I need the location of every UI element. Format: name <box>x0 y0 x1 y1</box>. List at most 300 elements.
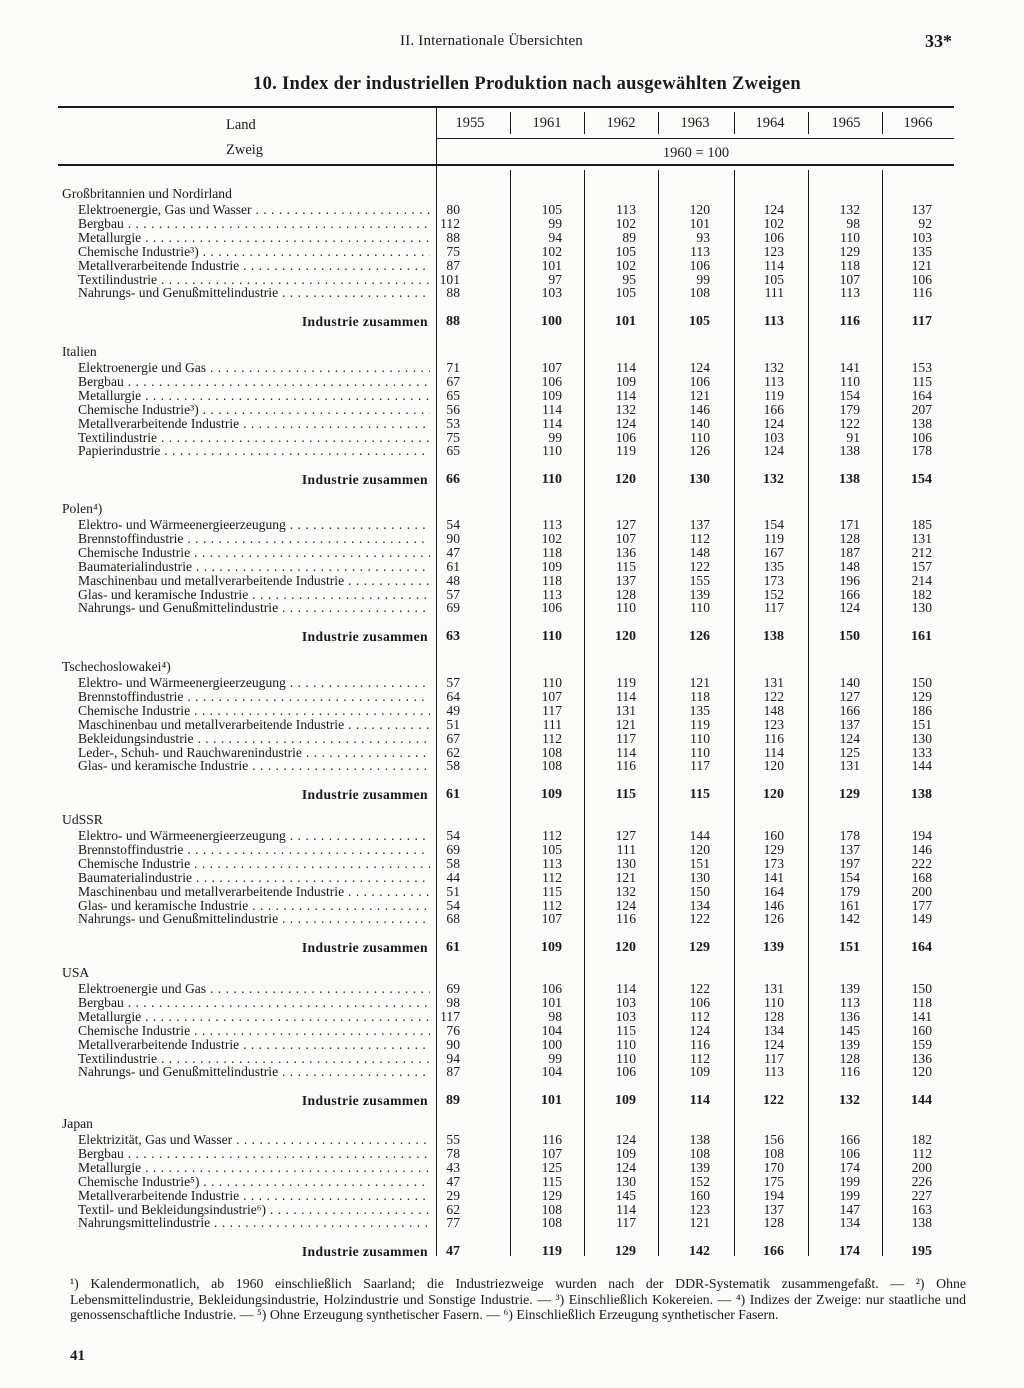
cell-value: 108 <box>763 1145 784 1161</box>
cell-value: 138 <box>911 415 932 431</box>
total-value: 109 <box>541 787 562 803</box>
cell-value: 137 <box>911 202 932 217</box>
table-row <box>0 912 1024 926</box>
total-value: 122 <box>763 1093 784 1109</box>
cell-value: 226 <box>911 1173 932 1189</box>
cell-value: 130 <box>615 855 636 871</box>
cell-value: 54 <box>446 897 460 913</box>
cell-value: 110 <box>542 675 562 690</box>
year-header: 1966 <box>903 115 933 131</box>
cell-value: 122 <box>689 911 710 927</box>
cell-value: 118 <box>912 994 932 1010</box>
cell-value: 139 <box>839 1036 860 1052</box>
cell-value: 112 <box>542 869 562 885</box>
total-value: 66 <box>446 472 460 488</box>
cell-value: 115 <box>912 373 932 389</box>
cell-value: 164 <box>911 387 932 403</box>
cell-value: 136 <box>615 544 636 560</box>
total-value: 113 <box>763 314 784 330</box>
total-value: 161 <box>911 629 932 645</box>
cell-value: 98 <box>446 994 460 1010</box>
cell-value: 146 <box>911 841 932 857</box>
cell-value: 182 <box>911 1132 932 1147</box>
table-row <box>0 829 1024 843</box>
cell-value: 131 <box>763 981 784 996</box>
cell-value: 124 <box>763 1036 784 1052</box>
cell-value: 110 <box>542 443 562 459</box>
cell-value: 87 <box>446 1064 460 1080</box>
cell-value: 110 <box>690 600 710 616</box>
branch-label: Nahrungs- und Genußmittelindustrie . . . <box>78 601 430 615</box>
cell-value: 132 <box>615 883 636 899</box>
table-row <box>0 1175 1024 1189</box>
cell-value: 88 <box>446 229 460 245</box>
cell-value: 105 <box>615 243 636 259</box>
total-value: 120 <box>763 787 784 803</box>
cell-value: 117 <box>440 1008 460 1024</box>
branch-label: Chemische Industrie . . . <box>78 546 430 560</box>
cell-value: 114 <box>616 744 636 760</box>
cell-value: 186 <box>911 702 932 718</box>
year-header: 1963 <box>680 115 710 131</box>
total-value: 116 <box>839 314 860 330</box>
cell-value: 157 <box>911 558 932 574</box>
total-value: 109 <box>615 1093 636 1109</box>
total-value: 142 <box>689 1244 710 1260</box>
cell-value: 120 <box>911 1064 932 1080</box>
cell-value: 122 <box>763 688 784 704</box>
cell-value: 58 <box>446 855 460 871</box>
cell-value: 137 <box>839 841 860 857</box>
cell-value: 47 <box>446 1173 460 1189</box>
branch-label: Elektro- und Wärmeenergieerzeugung . . . <box>78 676 430 690</box>
branch-label: Glas- und keramische Industrie . . . <box>78 588 430 602</box>
cell-value: 67 <box>446 730 460 746</box>
cell-value: 104 <box>541 1064 562 1080</box>
total-value: 129 <box>689 940 710 956</box>
table-row <box>0 690 1024 704</box>
cell-value: 152 <box>763 586 784 602</box>
cell-value: 170 <box>763 1159 784 1175</box>
branch-label: Nahrungs- und Genußmittelindustrie . . . <box>78 912 430 926</box>
cell-value: 98 <box>846 215 860 231</box>
country-row <box>0 502 1024 516</box>
cell-value: 117 <box>690 758 710 774</box>
cell-value: 175 <box>763 1173 784 1189</box>
total-value: 166 <box>763 1244 784 1260</box>
cell-value: 122 <box>689 558 710 574</box>
cell-value: 124 <box>839 600 860 616</box>
cell-value: 103 <box>615 1008 636 1024</box>
cell-value: 107 <box>839 271 860 287</box>
cell-value: 141 <box>911 1008 932 1024</box>
footnotes-text: ¹) Kalendermonatlich, ab 1960 einschließlich Saarland; die Industriezweige wurden nach der DDR-Systematik zusammengefaßt. — ²) Ohne Lebensmittelindustrie, Bekleidungsindustrie, Holzindustrie und Sonstige Industrie. — ³) Einschließlich Kokereien. — ⁴) Indizes der Zweige: nur staatliche und genossenschaftliche Industrie. — ⁵) Ohne Erzeugung synthetischer Fasern. — ⁶) Einschließlich Erzeugung synthetischer Fasern. <box>70 1276 966 1323</box>
cell-value: 142 <box>839 911 860 927</box>
cell-value: 130 <box>689 869 710 885</box>
cell-value: 124 <box>689 360 710 375</box>
cell-value: 107 <box>541 1145 562 1161</box>
total-value: 115 <box>615 787 636 803</box>
total-value: 120 <box>615 472 636 488</box>
cell-value: 123 <box>763 243 784 259</box>
total-value: 150 <box>839 629 860 645</box>
branch-label: Metallverarbeitende Industrie . . . <box>78 417 430 431</box>
cell-value: 94 <box>548 229 562 245</box>
cell-value: 138 <box>911 1215 932 1231</box>
total-value: 132 <box>839 1093 860 1109</box>
country-label: Polen⁴) <box>62 502 103 516</box>
cell-value: 166 <box>839 702 860 718</box>
cell-value: 135 <box>911 243 932 259</box>
branch-label: Baumaterialindustrie . . . <box>78 560 430 574</box>
cell-value: 111 <box>542 716 562 732</box>
cell-value: 55 <box>446 1132 460 1147</box>
cell-value: 156 <box>763 1132 784 1147</box>
table-row <box>0 704 1024 718</box>
table-row <box>0 1189 1024 1203</box>
cell-value: 120 <box>689 841 710 857</box>
branch-label: Bergbau . . . <box>78 217 430 231</box>
cell-value: 109 <box>689 1064 710 1080</box>
cell-value: 54 <box>446 517 460 532</box>
total-value: 129 <box>839 787 860 803</box>
cell-value: 214 <box>911 572 932 588</box>
branch-label: Brennstoffindustrie . . . <box>78 532 430 546</box>
cell-value: 129 <box>839 243 860 259</box>
cell-value: 131 <box>615 702 636 718</box>
running-head-page: 33* <box>925 31 952 51</box>
cell-value: 103 <box>763 429 784 445</box>
cell-value: 121 <box>689 387 710 403</box>
total-row <box>0 473 1024 487</box>
year-header-rule <box>808 112 809 134</box>
cell-value: 29 <box>446 1187 460 1203</box>
cell-value: 114 <box>764 257 784 273</box>
cell-value: 99 <box>548 215 562 231</box>
cell-value: 131 <box>911 530 932 546</box>
cell-value: 112 <box>912 1145 932 1161</box>
total-value: 63 <box>446 629 460 645</box>
cell-value: 124 <box>615 1132 636 1147</box>
header-base: 1960 = 100 <box>662 145 730 161</box>
cell-value: 75 <box>446 429 460 445</box>
cell-value: 152 <box>689 1173 710 1189</box>
cell-value: 116 <box>690 1036 710 1052</box>
cell-value: 114 <box>542 401 562 417</box>
country-label: Japan <box>62 1117 93 1131</box>
cell-value: 61 <box>446 558 460 574</box>
branch-label: Baumaterialindustrie . . . <box>78 871 430 885</box>
cell-value: 167 <box>763 544 784 560</box>
cell-value: 139 <box>689 1159 710 1175</box>
table-row <box>0 361 1024 375</box>
cell-value: 114 <box>616 387 636 403</box>
cell-value: 106 <box>689 994 710 1010</box>
cell-value: 51 <box>446 716 460 732</box>
branch-label: Nahrungsmittelindustrie . . . <box>78 1216 430 1230</box>
cell-value: 102 <box>615 257 636 273</box>
cell-value: 148 <box>839 558 860 574</box>
table-row <box>0 417 1024 431</box>
cell-value: 101 <box>689 215 710 231</box>
cell-value: 98 <box>548 1008 562 1024</box>
total-value: 130 <box>689 472 710 488</box>
cell-value: 115 <box>616 1022 636 1038</box>
total-value: 114 <box>689 1093 710 1109</box>
total-value: 151 <box>839 940 860 956</box>
total-value: 129 <box>615 1244 636 1260</box>
table-row <box>0 857 1024 871</box>
cell-value: 179 <box>839 883 860 899</box>
cell-value: 137 <box>839 716 860 732</box>
total-value: 138 <box>763 629 784 645</box>
branch-label: Textilindustrie . . . <box>78 1052 430 1066</box>
table-row <box>0 273 1024 287</box>
cell-value: 102 <box>763 215 784 231</box>
cell-value: 207 <box>911 401 932 417</box>
country-row <box>0 187 1024 201</box>
cell-value: 110 <box>616 1050 636 1066</box>
cell-value: 122 <box>689 981 710 996</box>
cell-value: 116 <box>764 730 784 746</box>
cell-value: 148 <box>689 544 710 560</box>
cell-value: 54 <box>446 828 460 843</box>
header-land: Land <box>226 117 256 133</box>
total-value: 115 <box>689 787 710 803</box>
cell-value: 137 <box>763 1201 784 1217</box>
table-row <box>0 885 1024 899</box>
total-value: 132 <box>763 472 784 488</box>
cell-value: 151 <box>689 855 710 871</box>
cell-value: 105 <box>615 285 636 301</box>
cell-value: 103 <box>615 994 636 1010</box>
cell-value: 116 <box>616 911 636 927</box>
cell-value: 178 <box>911 443 932 459</box>
table-row <box>0 843 1024 857</box>
cell-value: 106 <box>615 429 636 445</box>
cell-value: 113 <box>764 373 784 389</box>
cell-value: 62 <box>446 744 460 760</box>
cell-value: 109 <box>541 558 562 574</box>
total-value: 100 <box>541 314 562 330</box>
cell-value: 163 <box>911 1201 932 1217</box>
cell-value: 149 <box>911 911 932 927</box>
cell-value: 127 <box>839 688 860 704</box>
total-value: 174 <box>839 1244 860 1260</box>
country-label: Tschechoslowakei⁴) <box>62 660 171 674</box>
cell-value: 121 <box>615 716 636 732</box>
cell-value: 131 <box>839 758 860 774</box>
cell-value: 134 <box>839 1215 860 1231</box>
cell-value: 69 <box>446 841 460 857</box>
cell-value: 173 <box>763 855 784 871</box>
cell-value: 48 <box>446 572 460 588</box>
cell-value: 138 <box>689 1132 710 1147</box>
total-row <box>0 788 1024 802</box>
cell-value: 177 <box>911 897 932 913</box>
cell-value: 130 <box>911 730 932 746</box>
table-top-rule <box>58 106 954 108</box>
cell-value: 171 <box>839 517 860 532</box>
cell-value: 116 <box>912 285 932 301</box>
table-row <box>0 1147 1024 1161</box>
cell-value: 69 <box>446 981 460 996</box>
cell-value: 112 <box>690 530 710 546</box>
total-label: Industrie zusammen <box>301 630 428 645</box>
cell-value: 113 <box>616 202 636 217</box>
cell-value: 121 <box>615 869 636 885</box>
branch-label: Maschinenbau und metallverarbeitende Industrie . . . <box>78 718 430 732</box>
total-value: 139 <box>763 940 784 956</box>
cell-value: 116 <box>840 1064 860 1080</box>
cell-value: 138 <box>839 443 860 459</box>
branch-label: Metallurgie . . . <box>78 1010 430 1024</box>
cell-value: 130 <box>615 1173 636 1189</box>
cell-value: 102 <box>541 530 562 546</box>
cell-value: 113 <box>542 855 562 871</box>
cell-value: 94 <box>446 1050 460 1066</box>
branch-label: Glas- und keramische Industrie . . . <box>78 899 430 913</box>
table-row <box>0 676 1024 690</box>
year-header-rule <box>734 112 735 134</box>
cell-value: 67 <box>446 373 460 389</box>
cell-value: 136 <box>911 1050 932 1066</box>
cell-value: 106 <box>689 373 710 389</box>
cell-value: 119 <box>764 530 784 546</box>
cell-value: 112 <box>690 1008 710 1024</box>
cell-value: 124 <box>689 1022 710 1038</box>
cell-value: 102 <box>615 215 636 231</box>
table-row <box>0 259 1024 273</box>
table-row <box>0 718 1024 732</box>
cell-value: 108 <box>689 285 710 301</box>
cell-value: 113 <box>690 243 710 259</box>
cell-value: 129 <box>763 841 784 857</box>
cell-value: 129 <box>911 688 932 704</box>
table-row <box>0 444 1024 458</box>
cell-value: 62 <box>446 1201 460 1217</box>
cell-value: 110 <box>840 373 860 389</box>
total-row <box>0 1245 1024 1259</box>
cell-value: 123 <box>763 716 784 732</box>
cell-value: 104 <box>541 1022 562 1038</box>
cell-value: 47 <box>446 544 460 560</box>
total-value: 109 <box>541 940 562 956</box>
cell-value: 137 <box>689 517 710 532</box>
country-row <box>0 813 1024 827</box>
cell-value: 174 <box>839 1159 860 1175</box>
cell-value: 151 <box>911 716 932 732</box>
cell-value: 125 <box>541 1159 562 1175</box>
cell-value: 125 <box>839 744 860 760</box>
cell-value: 118 <box>542 544 562 560</box>
cell-value: 68 <box>446 911 460 927</box>
cell-value: 179 <box>839 401 860 417</box>
cell-value: 117 <box>616 730 636 746</box>
cell-value: 110 <box>690 744 710 760</box>
cell-value: 106 <box>541 981 562 996</box>
branch-label: Textilindustrie . . . <box>78 273 430 287</box>
branch-label: Chemische Industrie³) . . . <box>78 403 430 417</box>
branch-label: Nahrungs- und Genußmittelindustrie . . . <box>78 286 430 300</box>
cell-value: 101 <box>439 271 460 287</box>
cell-value: 112 <box>542 730 562 746</box>
cell-value: 92 <box>918 215 932 231</box>
cell-value: 113 <box>840 994 860 1010</box>
cell-value: 106 <box>763 229 784 245</box>
cell-value: 113 <box>542 586 562 602</box>
cell-value: 56 <box>446 401 460 417</box>
branch-label: Textil- und Bekleidungsindustrie⁶) . . . <box>78 1203 430 1217</box>
cell-value: 194 <box>763 1187 784 1203</box>
branch-label: Metallverarbeitende Industrie . . . <box>78 259 430 273</box>
cell-value: 114 <box>616 688 636 704</box>
cell-value: 166 <box>763 401 784 417</box>
table-row <box>0 431 1024 445</box>
cell-value: 132 <box>839 202 860 217</box>
cell-value: 144 <box>689 828 710 843</box>
cell-value: 134 <box>689 897 710 913</box>
cell-value: 97 <box>548 271 562 287</box>
cell-value: 108 <box>541 1201 562 1217</box>
cell-value: 69 <box>446 600 460 616</box>
cell-value: 108 <box>541 1215 562 1231</box>
cell-value: 113 <box>840 285 860 301</box>
cell-value: 127 <box>615 517 636 532</box>
cell-value: 128 <box>763 1008 784 1024</box>
cell-value: 119 <box>764 387 784 403</box>
country-label: Italien <box>62 345 97 359</box>
cell-value: 135 <box>763 558 784 574</box>
cell-value: 110 <box>616 1036 636 1052</box>
cell-value: 150 <box>689 883 710 899</box>
year-header-rule <box>510 112 511 134</box>
cell-value: 111 <box>764 285 784 301</box>
total-value: 47 <box>446 1244 460 1260</box>
cell-value: 155 <box>689 572 710 588</box>
cell-value: 135 <box>689 702 710 718</box>
total-value: 88 <box>446 314 460 330</box>
cell-value: 108 <box>541 744 562 760</box>
cell-value: 57 <box>446 675 460 690</box>
branch-label: Metallurgie . . . <box>78 389 430 403</box>
table-row <box>0 518 1024 532</box>
cell-value: 106 <box>839 1145 860 1161</box>
table-row <box>0 759 1024 773</box>
table-row <box>0 231 1024 245</box>
cell-value: 91 <box>846 429 860 445</box>
total-value: 105 <box>689 314 710 330</box>
cell-value: 57 <box>446 586 460 602</box>
cell-value: 114 <box>616 360 636 375</box>
cell-value: 200 <box>911 883 932 899</box>
cell-value: 139 <box>689 586 710 602</box>
cell-value: 100 <box>541 1036 562 1052</box>
total-label: Industrie zusammen <box>301 788 428 803</box>
table-row <box>0 375 1024 389</box>
cell-value: 77 <box>446 1215 460 1231</box>
total-value: 61 <box>446 940 460 956</box>
cell-value: 196 <box>839 572 860 588</box>
cell-value: 117 <box>616 1215 636 1231</box>
branch-label: Elektro- und Wärmeenergieerzeugung . . . <box>78 829 430 843</box>
cell-value: 182 <box>911 586 932 602</box>
cell-value: 119 <box>616 675 636 690</box>
cell-value: 126 <box>689 443 710 459</box>
branch-label: Bergbau . . . <box>78 375 430 389</box>
year-header: 1965 <box>831 115 861 131</box>
table-row <box>0 1161 1024 1175</box>
